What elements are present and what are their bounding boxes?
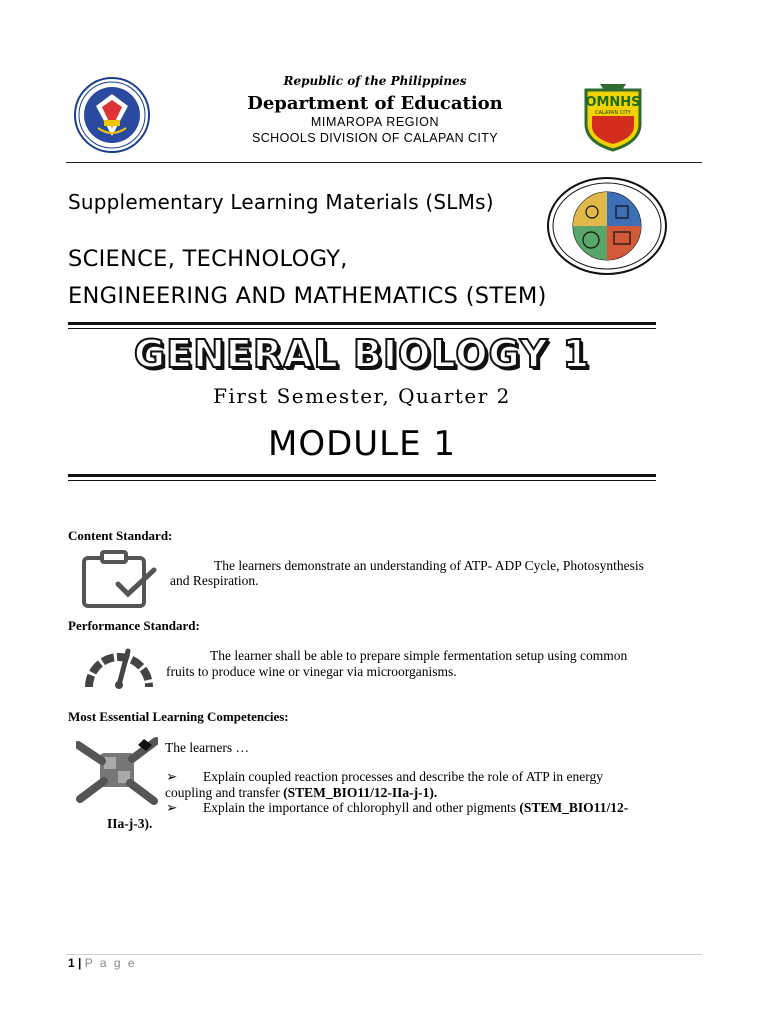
footer-divider xyxy=(66,954,702,955)
puzzle-hands-icon xyxy=(76,735,158,807)
stem-seal-logo xyxy=(546,176,668,276)
title-divider-top xyxy=(68,322,656,329)
clipboard-check-icon xyxy=(78,548,162,610)
deped-seal-logo xyxy=(68,76,158,154)
slm-title: Supplementary Learning Materials (SLMs) xyxy=(68,190,494,214)
page-separator: | xyxy=(78,956,82,970)
header-divider xyxy=(66,162,702,163)
strand-line-2: ENGINEERING AND MATHEMATICS (STEM) xyxy=(68,283,547,309)
bullet-1-icon: ➢ xyxy=(166,769,178,784)
page-number: 1 xyxy=(68,956,75,970)
strand-line-1: SCIENCE, TECHNOLOGY, xyxy=(68,246,348,272)
gauge-icon xyxy=(84,637,154,689)
competencies-label: Most Essential Learning Competencies: xyxy=(68,709,289,724)
bullet-2-icon: ➢ xyxy=(166,800,178,815)
republic-line: Republic of the Philippines xyxy=(283,74,467,88)
competency-1-code: (STEM_BIO11/12-IIa-j-1). xyxy=(283,785,438,800)
page-word: P a g e xyxy=(84,956,137,970)
region-name: MIMAROPA REGION xyxy=(310,115,440,129)
omnhs-logo-text: OMNHS xyxy=(585,95,641,110)
division-name: SCHOOLS DIVISION OF CALAPAN CITY xyxy=(252,131,498,145)
omnhs-logo-subtext: CALAPAN CITY xyxy=(595,110,631,116)
semester-quarter: First Semester, Quarter 2 xyxy=(213,384,511,408)
content-standard-text-2: and Respiration. xyxy=(170,573,259,588)
content-standard-label: Content Standard: xyxy=(68,528,173,543)
competency-1-text-2: coupling and transfer xyxy=(165,785,280,800)
performance-standard-text-1: The learner shall be able to prepare simple fermentation setup using common xyxy=(210,648,628,663)
omnhs-logo xyxy=(578,80,648,152)
title-divider-bottom xyxy=(68,474,656,481)
module-number: MODULE 1 xyxy=(267,424,457,464)
competency-2-text: Explain the importance of chlorophyll and other pigments xyxy=(203,800,517,815)
department-name: Department of Education xyxy=(247,93,503,114)
content-standard-text-1: The learners demonstrate an understanding of ATP- ADP Cycle, Photosynthesis xyxy=(214,558,644,573)
subject-title: GENERAL BIOLOGY 1 xyxy=(133,332,591,376)
competency-2-code-b: IIa-j-3). xyxy=(107,816,153,831)
page-footer xyxy=(68,956,137,970)
performance-standard-label: Performance Standard: xyxy=(68,618,200,633)
competency-1-text-1: Explain coupled reaction processes and describe the role of ATP in energy xyxy=(203,769,603,784)
competency-2-code-a: (STEM_BIO11/12- xyxy=(519,800,629,815)
competencies-intro: The learners … xyxy=(165,740,249,755)
performance-standard-text-2: fruits to produce wine or vinegar via microorganisms. xyxy=(166,664,457,679)
